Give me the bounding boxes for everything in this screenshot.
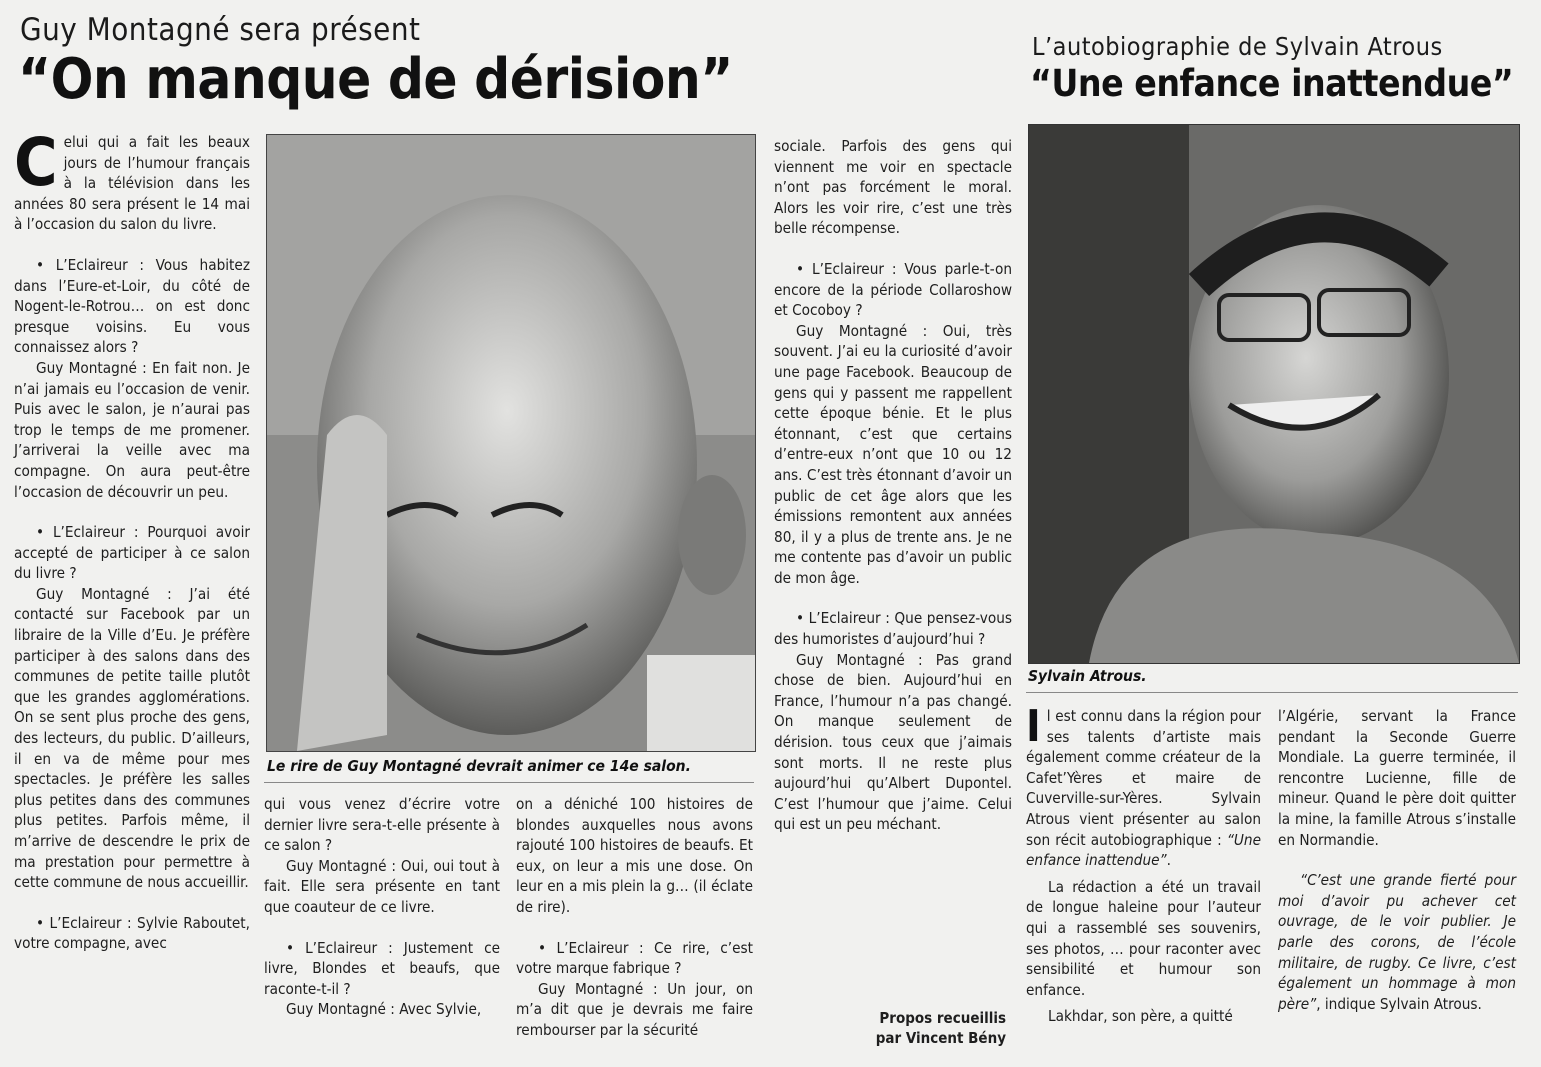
caption-divider — [1026, 692, 1518, 693]
portrait-illustration — [1029, 125, 1519, 663]
speaker-label: Guy Montagné : — [36, 358, 147, 377]
left-column-4 — [774, 136, 1012, 835]
quote: “C’est une grande fierté pour moi d’avoir pu achever cet ouvrage, de le voir publier. Je parle des corons, de l’école militaire, de rugby. Ce livre, c’est également un hommage à mon père” — [1278, 871, 1516, 1013]
photo-caption-2: Sylvain Atrous. — [1028, 667, 1147, 685]
drop-cap: C — [14, 124, 58, 201]
answer-3: Guy Montagné : Oui, oui tout à fait. Elle sera présente en tant que coauteur de ce livre. — [264, 856, 500, 916]
intro-paragraph: elui qui a fait les beaux jours de l’humour français à la télévision dans les années 80 sera présent le 14 mai à l’occasion du salon du livre. — [14, 133, 250, 234]
continuation-text: on a déniché 100 histoires de blondes auxquelles nous avons rajouté 100 histoires de beaufs. Et eux, on leur a mis une dose. On leur en a mis plein la g… (il éclate de rire). — [516, 795, 753, 916]
book-title: “Une enfance inattendue” — [1026, 830, 1261, 870]
answer-1: Guy Montagné : En fait non. Je n’ai jamais eu l’occasion de venir. Puis avec le salon, je n’aurai pas trop le temps de me promener. J’arriverai la veille avec ma compagne. On aura peut-être l’occasion de découvrir un peu. — [14, 358, 250, 501]
speaker-label: Guy Montagné : — [286, 1000, 395, 1019]
paragraph: Lakhdar, son père, a quitté — [1048, 1007, 1233, 1026]
photo-sylvain-atrous — [1028, 124, 1520, 664]
left-headline: “On manque de dérision” — [18, 47, 733, 112]
answer-5: Guy Montagné : Un jour, on m’a dit que je devrais me faire rembourser par la sécurité — [516, 979, 754, 1039]
continuation-text: sociale. Parfois des gens qui viennent me voir en spectacle n’ont pas forcément le moral. Alors les voir rire, c’est une très belle récompense. — [774, 137, 1012, 238]
speaker-label: Guy Montagné : — [36, 584, 172, 603]
speaker-label: Guy Montagné : — [286, 856, 396, 875]
left-column-3 — [516, 794, 753, 1041]
continuation-text: qui vous venez d’écrire votre dernier livre sera-t-elle présente à ce salon ? — [264, 795, 500, 855]
question-3: • L’Eclaireur : Sylvie Raboutet, votre compagne, avec — [14, 913, 250, 953]
caption-divider — [264, 782, 754, 783]
portrait-illustration — [267, 135, 755, 751]
byline: Propos recueillis par Vincent Bény — [875, 1009, 1006, 1047]
speaker-label: Guy Montagné : — [796, 650, 923, 669]
speaker-label: Guy Montagné : — [796, 321, 928, 340]
question-2: • L’Eclaireur : Pourquoi avoir accepté de participer à ce salon du livre ? — [14, 523, 250, 583]
left-kicker: Guy Montagné sera présent — [20, 12, 421, 48]
question-4: • L’Eclaireur : Justement ce livre, Blondes et beaufs, que raconte-t-il ? — [264, 938, 500, 998]
right-column-2 — [1278, 706, 1516, 1014]
answer-6: Guy Montagné : Oui, très souvent. J’ai eu la curiosité d’avoir une page Facebook. Beaucoup de gens qui y passent me rappellent cette époque bénie. Et le plus étonnant, c’est que certains d’entre-eux n’ont que 10 ou 12 ans. C’est très étonnant d’avoir un public de cet âge alors que les émissions remontent aux années 80, il y a plus de trente ans. Je ne me contente pas d’avoir un public de mon âge. — [774, 321, 1013, 587]
answer-4: Guy Montagné : Avec Sylvie, — [286, 1000, 482, 1019]
right-kicker: L’autobiographie de Sylvain Atrous — [1032, 32, 1443, 61]
question-5: • L’Eclaireur : Ce rire, c’est votre marque fabrique ? — [516, 938, 753, 978]
question-6: • L’Eclaireur : Vous parle-t-on encore de la période Collaroshow et Cocoboy ? — [774, 259, 1012, 320]
photo-caption-1: Le rire de Guy Montagné devrait animer ce 14e salon. — [267, 757, 691, 775]
photo-guy-montagne — [266, 134, 756, 752]
answer-2: Guy Montagné : J’ai été contacté sur Facebook par un libraire de la Ville d’Eu. Je préfère participer à des salons dans des communes de petite taille plutôt que les grandes agglomérations. On se sent plus proche des gens, des lecteurs, du public. D’ailleurs, il en va de même pour mes spectacles. Je préfère les salles plus petites dans des communes plus petites. Parfois même, il m’arrive de descendre le prix de ma prestation pour permettre à cette commune de nous accueillir. — [14, 584, 251, 892]
drop-cap: I — [1026, 701, 1041, 752]
right-column-1: Il est connu dans la région pour ses talents d’artiste mais également comme créateur de la Cafet’Yères et maire de Cuverville-sur-Yères. Sylvain Atrous vient présenter au salon son récit autobiographique : “Une enfance inattendue”. La rédaction a été un travail de longue haleine pour l’auteur qui a rassemblé ses souvenirs, ses photos, … pour raconter avec sensibilité et humour son enfance. Lakhdar, son père, a quitté — [1026, 701, 1261, 1026]
answer-7: Guy Montagné : Pas grand chose de bien. Aujourd’hui en France, l’humour n’a pas changé. On manque seulement de dérision. tous ceux que j’aimais sont morts. Il ne reste plus aujourd’hui qu’Albert Dupontel. C’est l’humour que j’aime. Celui qui est un peu méchant. — [774, 650, 1012, 834]
speaker-label: Guy Montagné : — [538, 979, 658, 998]
paragraph: l’Algérie, servant la France pendant la Seconde Guerre Mondiale. La guerre terminée, il rencontre Lucienne, fille de mineur. Quand le père doit quitter la mine, la famille Atrous s’installe en Normandie. — [1278, 707, 1516, 849]
right-headline: “Une enfance inattendue” — [1030, 62, 1514, 105]
quote-paragraph: “C’est une grande fierté pour moi d’avoir pu achever cet ouvrage, de le voir publier. Je parle des corons, de l’école militaire, de rugby. Ce livre, c’est également un hommage à mon père”, indique Sylvain Atrous. — [1278, 871, 1516, 1013]
left-column-1 — [14, 124, 251, 954]
question-7: • L’Eclaireur : Que pensez-vous des humoristes d’aujourd’hui ? — [774, 609, 1012, 649]
left-column-2 — [264, 794, 500, 1020]
question-1: • L’Eclaireur : Vous habitez dans l’Eure-et-Loir, du côté de Nogent-le-Rotrou… on est donc presque voisins. Eu vous connaissez alors ? — [14, 255, 250, 357]
paragraph: La rédaction a été un travail de longue haleine pour l’auteur qui a rassemblé ses souvenirs, ses photos, … pour raconter avec sensibilité et humour son enfance. — [1026, 877, 1261, 999]
